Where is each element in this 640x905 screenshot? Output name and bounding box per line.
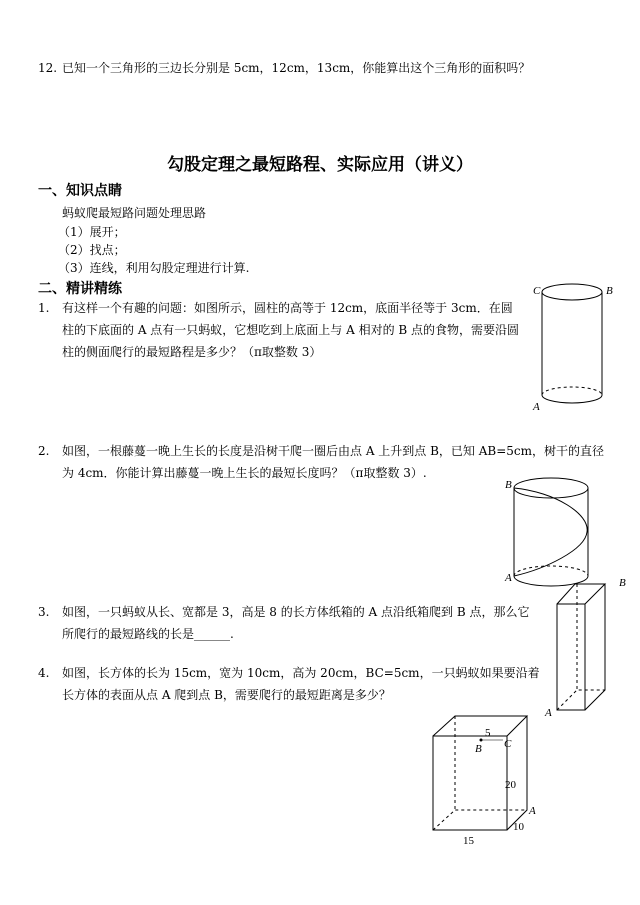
dim-5: 5 [485,727,491,739]
problem-text: 如图，一根藤蔓一晚上生长的长度是沿树干爬一圈后由点 A 上升到点 B，已知 AB=5cm，树干的直径为 4cm．你能计算出藤蔓一晚上生长的最短长度吗？（π取整数 3）. [62,444,605,480]
top-ellipse [514,478,588,498]
bottom-back-arc [542,387,602,395]
problem-text: 如图，一只蚂蚁从长、宽都是 3，高是 8 的长方体纸箱的 A 点沿纸箱爬到 B 点，那么它所爬行的最短路线的长是______. [62,605,530,641]
figure-box-4 [425,712,555,852]
problem-text: 如图，长方体的长为 15cm，宽为 10cm，高为 20cm，BC=5cm，一只蚂蚁如果要沿着长方体的表面从点 A 爬到点 B，需要爬行的最短距离是多少？ [62,666,540,702]
question-text: 已知一个三角形的三边长分别是 5cm，12cm，13cm，你能算出这个三角形的面积吗？ [62,61,531,75]
front-face [557,604,585,710]
top-face [433,716,527,736]
step-item: （1）展开； [58,225,126,239]
label-c: C [504,738,512,750]
label-c: C [533,285,541,297]
section-intro: 蚂蚁爬最短路问题处理思路 [62,206,207,220]
top-ellipse [542,284,602,300]
problem-text: 有这样一个有趣的问题：如图所示，圆柱的高等于 12cm，底面半径等于 3cm．在圆柱的下底面的 A 点有一只蚂蚁，它想吃到上底面上与 A 相对的 B 点的食物，需要沿圆柱的侧面爬行的最短路程是多少？（π取整数 3） [62,301,520,359]
label-a: A [529,805,536,817]
top-face [557,584,605,604]
label-a: A [545,707,552,719]
question-number: 12. [38,61,58,75]
figure-box-3 [545,574,635,722]
page-title: 勾股定理之最短路程、实际应用（讲义） [167,155,473,175]
label-a: A [533,401,540,413]
dim-10: 10 [513,821,524,833]
problem-number: 4. [38,666,50,680]
problem-number: 1. [38,301,50,315]
hidden-edges-bottom [557,690,605,710]
label-b: B [475,743,482,755]
dim-15: 15 [463,835,474,847]
step-item: （2）找点； [58,243,126,257]
problem-number: 2. [38,444,50,458]
label-a: A [505,572,512,584]
label-b: B [505,479,512,491]
bottom-front-arc [542,395,602,403]
front-face [433,736,507,830]
label-b: B [606,285,613,297]
section-heading-practice: 二、精讲精练 [38,281,122,297]
section-heading-knowledge: 一、知识点睛 [38,183,122,199]
problem-number: 3. [38,605,50,619]
figure-cylinder-1 [530,280,620,415]
label-b: B [619,577,626,589]
vine-curve [514,488,587,576]
right-face [585,584,605,710]
dim-20: 20 [505,779,516,791]
step-item: （3）连线，利用勾股定理进行计算. [58,261,250,275]
